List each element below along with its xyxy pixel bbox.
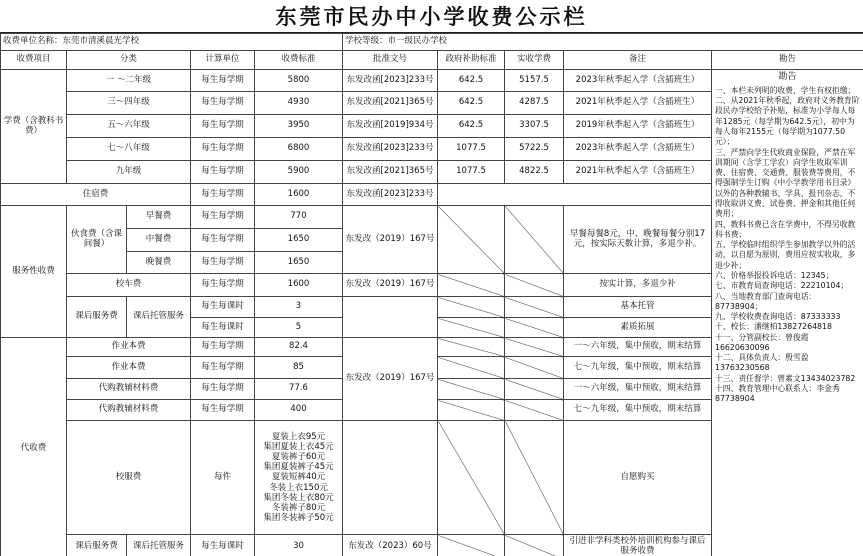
tuition-standard: 4930 — [255, 92, 343, 115]
tuition-label: 学费（含教科书费） — [1, 70, 67, 184]
after-school-sub: 课后托管服务 — [127, 297, 191, 338]
bus-approval: 东发改（2019）167号 — [343, 274, 438, 297]
notice-line: 十、校长：潘继柏13827264818 — [715, 322, 832, 332]
header-category: 分类 — [67, 51, 191, 70]
school-name: 收费单位名称：东莞市清溪晨光学校 — [1, 34, 343, 51]
collect-unit: 每生每学期 — [191, 338, 255, 357]
collect-subsidy-slash — [438, 400, 505, 421]
collect-actual-slash — [505, 338, 564, 357]
after-school-remark: 素质拓展 — [564, 318, 712, 338]
page-title: 东莞市民办中小学收费公示栏 — [0, 0, 863, 33]
tuition-unit: 每生每学期 — [191, 70, 255, 92]
bus-unit: 每生每学期 — [191, 274, 255, 297]
notice-line: 十二、具体负责人：殷雪盈13763230568 — [715, 353, 809, 373]
school-grade: 学校等级：市一级民办学校 — [343, 34, 863, 51]
header-row — [1, 51, 863, 70]
after-school-unit: 每生每课时 — [191, 318, 255, 338]
header-subsidy: 政府补助标准 — [438, 51, 505, 70]
lodging-standard: 1600 — [255, 184, 343, 206]
tuition-grade: 九年级 — [67, 161, 191, 184]
fee-table — [0, 33, 863, 556]
notice-title: 勘告 — [778, 72, 797, 82]
collect-name: 作业本费 — [67, 338, 191, 357]
after-school-subsidy-slash — [438, 318, 505, 338]
bus-standard: 1600 — [255, 274, 343, 297]
meal-approval: 东发改（2019）167号 — [343, 206, 438, 274]
collect-label: 代收费 — [1, 338, 67, 556]
header-remark: 备注 — [564, 51, 712, 70]
after-school-approval — [343, 297, 438, 338]
collect-unit: 每生每学期 — [191, 400, 255, 421]
tuition-remark: 2019年秋季起入学（含插班生） — [564, 115, 712, 138]
uniform-item: 集团冬装上衣80元 — [263, 492, 334, 503]
tuition-subsidy: 642.5 — [438, 115, 505, 138]
tuition-subsidy: 1077.5 — [438, 138, 505, 161]
meal-name: 晚餐费 — [127, 252, 191, 274]
service-label: 服务性收费 — [1, 206, 67, 338]
uniform-item: 集团夏装上衣45元 — [263, 442, 334, 453]
collect-subsidy-slash — [438, 357, 505, 379]
uniform-item: 冬装上衣150元 — [269, 482, 328, 493]
meal-unit: 每生每学期 — [191, 252, 255, 274]
header-approval: 批准文号 — [343, 51, 438, 70]
collect-standard: 85 — [255, 357, 343, 379]
collect-actual-slash — [505, 400, 564, 421]
tuition-standard: 6800 — [255, 138, 343, 161]
uniform-item: 集团夏装裤子45元 — [263, 462, 334, 473]
notice-line: 九、学校收费查询电话：87333333 — [715, 312, 841, 322]
header-unit: 计算单位 — [191, 51, 255, 70]
notice-line: 一、本栏未列明的收费，学生有权拒缴； — [715, 85, 856, 95]
after-school-unit: 每生每课时 — [191, 297, 255, 318]
collect-after-school-label: 课后服务费 — [67, 535, 127, 556]
after-school-actual-slash — [505, 318, 564, 338]
tuition-approval: 东发改函[2021]365号 — [343, 161, 438, 184]
lodging-empty — [438, 184, 712, 206]
tuition-grade: 三～四年级 — [67, 92, 191, 115]
header-actual: 实收学费 — [505, 51, 564, 70]
tuition-actual: 5722.5 — [505, 138, 564, 161]
notice-line: 十四、教育管理中心联系人：李金秀87738904 — [715, 384, 840, 404]
collect-actual-slash — [505, 379, 564, 400]
uniform-item: 夏装裤子60元 — [271, 452, 326, 463]
collect-unit: 每生每学期 — [191, 379, 255, 400]
tuition-actual: 4287.5 — [505, 92, 564, 115]
tuition-approval: 东发改函[2019]934号 — [343, 115, 438, 138]
tuition-unit: 每生每学期 — [191, 92, 255, 115]
lodging-label: 住宿费 — [1, 184, 191, 206]
collect-standard: 77.6 — [255, 379, 343, 400]
after-school-subsidy-slash — [438, 297, 505, 318]
tuition-subsidy: 642.5 — [438, 70, 505, 92]
tuition-standard: 5800 — [255, 70, 343, 92]
tuition-remark: 2023年秋季起入学（含插班生） — [564, 138, 712, 161]
collect-after-school-actual-slash — [505, 535, 564, 556]
meal-name: 中餐费 — [127, 229, 191, 252]
meal-actual-slash — [505, 206, 564, 274]
notice-line: 十一、分管副校长：曾俊霞16620630096 — [715, 332, 809, 352]
collect-after-school-sub: 课后托管服务 — [127, 535, 191, 556]
header-standard: 收费标准 — [255, 51, 343, 70]
uniform-item: 夏装上衣95元 — [271, 432, 326, 443]
notice-panel — [712, 70, 863, 556]
after-school-remark: 基本托管 — [564, 297, 712, 318]
tuition-actual: 5157.5 — [505, 70, 564, 92]
collect-subsidy-slash — [438, 379, 505, 400]
uniform-items — [255, 421, 343, 535]
header-notice: 勘告 — [712, 51, 863, 70]
uniform-remark: 自愿购买 — [564, 421, 712, 535]
lodging-unit: 每生每学期 — [191, 184, 255, 206]
info-row — [1, 34, 863, 51]
after-school-label: 课后服务费 — [67, 297, 127, 338]
header-item: 收费项目 — [1, 51, 67, 70]
tuition-remark: 2021年秋季起入学（含插班生） — [564, 92, 712, 115]
tuition-remark: 2023年秋季起入学（含插班生） — [564, 70, 712, 92]
uniform-subsidy-slash — [438, 421, 505, 535]
after-school-standard: 5 — [255, 318, 343, 338]
uniform-actual-slash — [505, 421, 564, 535]
lodging-approval: 东发改函[2023]233号 — [343, 184, 438, 206]
tuition-actual: 4822.5 — [505, 161, 564, 184]
tuition-approval: 东发改函[2023]233号 — [343, 70, 438, 92]
notice-line: 四、教科书费已含在学费中，不得另收教科书费； — [715, 219, 856, 239]
tuition-grade: 一 ～二年级 — [67, 70, 191, 92]
collect-remark: 一～六年级，集中预收，期末结算 — [564, 338, 712, 357]
meal-standard: 770 — [255, 206, 343, 229]
tuition-grade: 五～六年级 — [67, 115, 191, 138]
meal-subsidy-slash — [438, 206, 505, 274]
notice-line: 八、当地教育部门查询电话：87738904； — [715, 291, 817, 311]
tuition-subsidy: 642.5 — [438, 92, 505, 115]
collect-remark: 七～九年级，集中预收，期末结算 — [564, 400, 712, 421]
notice-line: 六、价格举报投诉电话：12345； — [715, 270, 834, 280]
collect-standard: 400 — [255, 400, 343, 421]
uniform-item: 夏装短裤40元 — [271, 472, 326, 483]
notice-line: 五、学校临时组织学生参加教学以外的活动，以自愿为原则，费用应按实收取，多退少补； — [715, 240, 856, 270]
collect-actual-slash — [505, 357, 564, 379]
tuition-unit: 每生每学期 — [191, 161, 255, 184]
uniform-name: 校服费 — [67, 421, 191, 535]
collect-standard: 82.4 — [255, 338, 343, 357]
uniform-item: 集团冬装裤子50元 — [263, 512, 334, 523]
tuition-row — [1, 70, 863, 92]
collect-approval: 东发改（2019）167号 — [343, 338, 438, 421]
after-school-actual-slash — [505, 297, 564, 318]
bus-subsidy-slash — [438, 274, 505, 297]
tuition-standard: 3950 — [255, 115, 343, 138]
collect-after-school-remark: 引进非学科类校外培训机构参与课后服务收费 — [564, 535, 712, 556]
tuition-approval: 东发改函[2021]365号 — [343, 92, 438, 115]
tuition-remark: 2021年秋季起入学（含插班生） — [564, 161, 712, 184]
collect-subsidy-slash — [438, 338, 505, 357]
collect-remark: 一～六年级，集中预收，期末结算 — [564, 379, 712, 400]
after-school-standard: 3 — [255, 297, 343, 318]
tuition-subsidy: 1077.5 — [438, 161, 505, 184]
bus-name: 校车费 — [67, 274, 191, 297]
notice-line: 十三、责任督学：曾素文13434023782 — [715, 373, 856, 383]
collect-after-school-approval: 东发改（2023）60号 — [343, 535, 438, 556]
meal-remark: 早餐每餐8元，中、晚餐每餐分别17元，按实际天数计算，多退少补。 — [564, 206, 712, 274]
meal-name: 早餐费 — [127, 206, 191, 229]
notice-line: 二、从2021年秋季起，政府对义务教育阶段民办学校给予补贴，标准为小学每人每年1285元（每学期为642.5元），初中为每人每年2155元（每学期为1077.50元）； — [715, 96, 860, 147]
uniform-unit: 每件 — [191, 421, 255, 535]
tuition-grade: 七～八年级 — [67, 138, 191, 161]
meal-standard: 1650 — [255, 252, 343, 274]
collect-after-school-subsidy-slash — [438, 535, 505, 556]
meal-unit: 每生每学期 — [191, 229, 255, 252]
uniform-approval — [343, 421, 438, 535]
collect-name: 作业本费 — [67, 357, 191, 379]
meal-group: 伙食费（含课间餐） — [67, 206, 127, 274]
collect-unit: 每生每学期 — [191, 357, 255, 379]
collect-remark: 七～九年级，集中预收，期末结算 — [564, 357, 712, 379]
meal-standard: 1650 — [255, 229, 343, 252]
tuition-unit: 每生每学期 — [191, 138, 255, 161]
notice-line: 七、市教育局查询电话：22210104； — [715, 281, 849, 291]
collect-after-school-unit: 每生每课时 — [191, 535, 255, 556]
collect-name: 代购教辅材料费 — [67, 400, 191, 421]
tuition-unit: 每生每学期 — [191, 115, 255, 138]
notice-line: 三、严禁向学生代收商业保险，严禁在军训期间（含学工学农）向学生收取军训费、住宿费、交通费、服装费等费用，不得强制学生订购《中小学教学用书目录》以外的各种教辅书、学具、报刊杂志，不得收取讲义费、试卷费、押金和其他任何费用； — [715, 147, 856, 219]
tuition-actual: 3307.5 — [505, 115, 564, 138]
meal-unit: 每生每学期 — [191, 206, 255, 229]
bus-actual-slash — [505, 274, 564, 297]
tuition-standard: 5900 — [255, 161, 343, 184]
bus-remark: 按实计算，多退少补 — [564, 274, 712, 297]
tuition-approval: 东发改函[2023]233号 — [343, 138, 438, 161]
uniform-item: 冬装裤子80元 — [271, 502, 326, 513]
collect-after-school-standard: 30 — [255, 535, 343, 556]
collect-name: 代购教辅材料费 — [67, 379, 191, 400]
